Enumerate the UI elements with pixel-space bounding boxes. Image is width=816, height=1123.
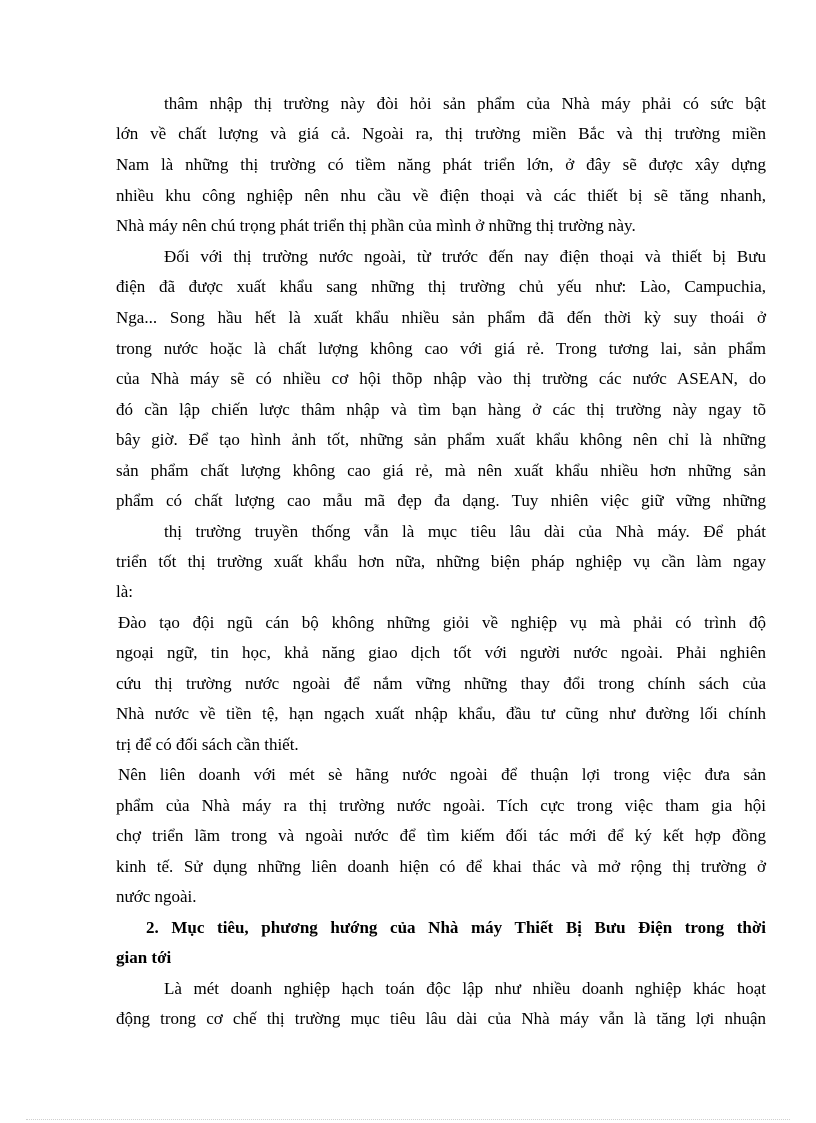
text-line: nhiều khu công nghiệp nên nhu cầu về điện thoại và các thiết bị sẽ tăng nhanh, <box>116 186 766 205</box>
text-line: động trong cơ chế thị trường mục tiêu lâu dài của Nhà máy vẫn là tăng lợi nhuận <box>116 1009 766 1028</box>
text-line: thị trường truyền thống vẫn là mục tiêu lâu dài của Nhà máy. Để phát <box>164 522 766 541</box>
page-bottom-divider <box>26 1119 790 1120</box>
text-line: Nhà máy nên chú trọng phát triển thị phần của mình ở những thị trường này. <box>116 216 636 235</box>
text-line: điện đã được xuất khẩu sang những thị trường chủ yếu như: Lào, Campuchia, <box>116 277 766 296</box>
text-line: Nga... Song hầu hết là xuất khẩu nhiều sản phẩm đã đến thời kỳ suy thoái ở <box>116 308 766 327</box>
text-line: triển tốt thị trường xuất khẩu hơn nữa, những biện pháp nghiệp vụ cần làm ngay <box>116 552 766 571</box>
text-line: lớn về chất lượng và giá cả. Ngoài ra, thị trường miền Bắc và thị trường miền <box>116 124 766 143</box>
text-line: kinh tế. Sử dụng những liên doanh hiện có để khai thác và mở rộng thị trường ở <box>116 857 766 876</box>
text-line: thâm nhập thị trường này đòi hỏi sản phẩm của Nhà máy phải có sức bật <box>164 94 766 113</box>
text-line: sản phẩm chất lượng không cao giá rẻ, mà nên xuất khẩu nhiều hơn những sản <box>116 461 766 480</box>
text-line: Nam là những thị trường có tiềm năng phát triển lớn, ở đây sẽ được xây dựng <box>116 155 766 174</box>
text-line: Là mét doanh nghiệp hạch toán độc lập như nhiều doanh nghiệp khác hoạt <box>164 979 766 998</box>
text-line: đó cần lập chiến lược thâm nhập và tìm bạn hàng ở các thị trường này ngay tõ <box>116 400 766 419</box>
text-line: trong nước hoặc là chất lượng không cao với giá rẻ. Trong tương lai, sản phẩm <box>116 339 766 358</box>
text-line: phẩm của Nhà máy ra thị trường nước ngoài. Tích cực trong việc tham gia hội <box>116 796 766 815</box>
text-line: bây giờ. Để tạo hình ảnh tốt, những sản phẩm xuất khẩu không nên chỉ là những <box>116 430 766 449</box>
text-line: Nên liên doanh với mét sè hãng nước ngoài để thuận lợi trong việc đưa sản <box>118 765 766 784</box>
text-line: nước ngoài. <box>116 887 197 906</box>
text-line: trị để có đối sách cần thiết. <box>116 735 299 754</box>
text-line: Đào tạo đội ngũ cán bộ không những giỏi về nghiệp vụ mà phải có trình độ <box>118 613 766 632</box>
text-line: Nhà nước về tiền tệ, hạn ngạch xuất nhập khẩu, đầu tư cũng như đường lối chính <box>116 704 766 723</box>
section-heading: gian tới <box>116 948 172 967</box>
text-line: ngoại ngữ, tin học, khả năng giao dịch tốt với người nước ngoài. Phải nghiên <box>116 643 766 662</box>
text-line: cứu thị trường nước ngoài để nắm vững những thay đổi trong chính sách của <box>116 674 766 693</box>
text-line: của Nhà máy sẽ có nhiều cơ hội thõp nhập vào thị trường các nước ASEAN, do <box>116 369 766 388</box>
text-line: chợ triển lãm trong và ngoài nước để tìm kiếm đối tác mới để ký kết hợp đồng <box>116 826 766 845</box>
text-line: phẩm có chất lượng cao mẫu mã đẹp đa dạng. Tuy nhiên việc giữ vững những <box>116 491 766 510</box>
text-line: Đối với thị trường nước ngoài, từ trước đến nay điện thoại và thiết bị Bưu <box>164 247 766 266</box>
text-line: là: <box>116 582 133 601</box>
section-heading: 2. Mục tiêu, phương hướng của Nhà máy Thiết Bị Bưu Điện trong thời <box>146 918 766 937</box>
